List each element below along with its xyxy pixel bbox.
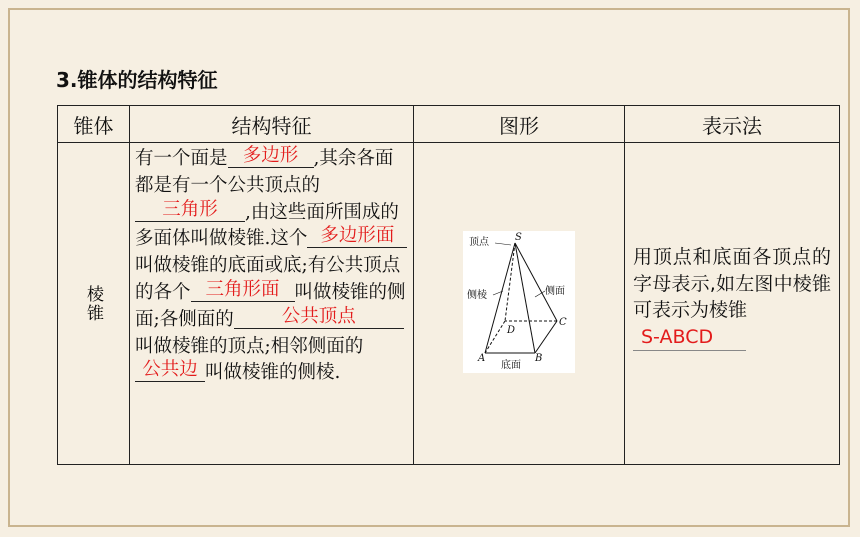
label-A: A <box>478 352 486 364</box>
pyramid-table <box>57 105 840 465</box>
figure-cell <box>414 143 625 465</box>
answer-blank-4: 三角形面 <box>191 279 295 302</box>
answer-blank-5: 公共顶点 <box>234 306 404 329</box>
pyramid-diagram <box>463 231 575 373</box>
edge-SD <box>505 243 515 321</box>
label-C: C <box>559 316 567 328</box>
label-apex: 顶点 <box>469 236 489 248</box>
structure-text-3: ,由这些面所围成的多面体叫做棱锥.这个 <box>135 201 399 250</box>
edge-BC <box>535 321 557 353</box>
notation-cell <box>625 143 840 465</box>
section-title: 3.锥体的结构特征 <box>56 68 218 92</box>
answer-blank-6: 公共边 <box>135 359 205 382</box>
table-row-pyramid <box>58 143 840 465</box>
structure-text-5: 叫做棱锥的侧面;各侧面的 <box>135 281 406 330</box>
label-B: B <box>535 352 543 364</box>
header-cone: 锥体 <box>58 106 130 143</box>
answer-blank-2: 三角形 <box>135 199 245 222</box>
header-structure: 结构特征 <box>130 106 414 143</box>
structure-cell <box>130 143 414 465</box>
answer-blank-3: 多边形面 <box>307 225 407 248</box>
row-label-cell <box>58 143 130 465</box>
label-edge: 侧棱 <box>467 289 487 301</box>
structure-text-7: 叫做棱锥的侧棱. <box>205 362 341 384</box>
table-header-row <box>58 106 840 143</box>
label-D: D <box>507 324 516 336</box>
label-face: 侧面 <box>545 285 565 297</box>
row-label: 棱锥 <box>83 284 103 323</box>
header-figure: 图形 <box>414 106 625 143</box>
edge-DA <box>485 321 505 353</box>
leader-apex <box>495 243 511 245</box>
edge-SB <box>515 243 535 353</box>
structure-text-4: 叫做棱锥的底面或底;有公共顶点的各个 <box>135 255 401 303</box>
label-base: 底面 <box>501 359 521 371</box>
edge-SA <box>485 243 515 353</box>
structure-text-6: 叫做棱锥的顶点;相邻侧面的 <box>135 335 364 357</box>
header-notation: 表示法 <box>625 106 840 143</box>
edge-SC <box>515 243 557 321</box>
structure-text-2: ,其余各面都是有一个公共顶点的 <box>135 148 394 196</box>
answer-blank-1: 多边形 <box>228 145 314 168</box>
notation-text: 用顶点和底面各顶点的字母表示,如左图中棱锥可表示为棱锥 <box>633 246 831 321</box>
label-S: S <box>515 231 522 243</box>
structure-text-1: 有一个面是 <box>135 148 228 169</box>
pyramid-figure <box>463 231 575 373</box>
notation-answer: S-ABCD <box>633 324 746 352</box>
